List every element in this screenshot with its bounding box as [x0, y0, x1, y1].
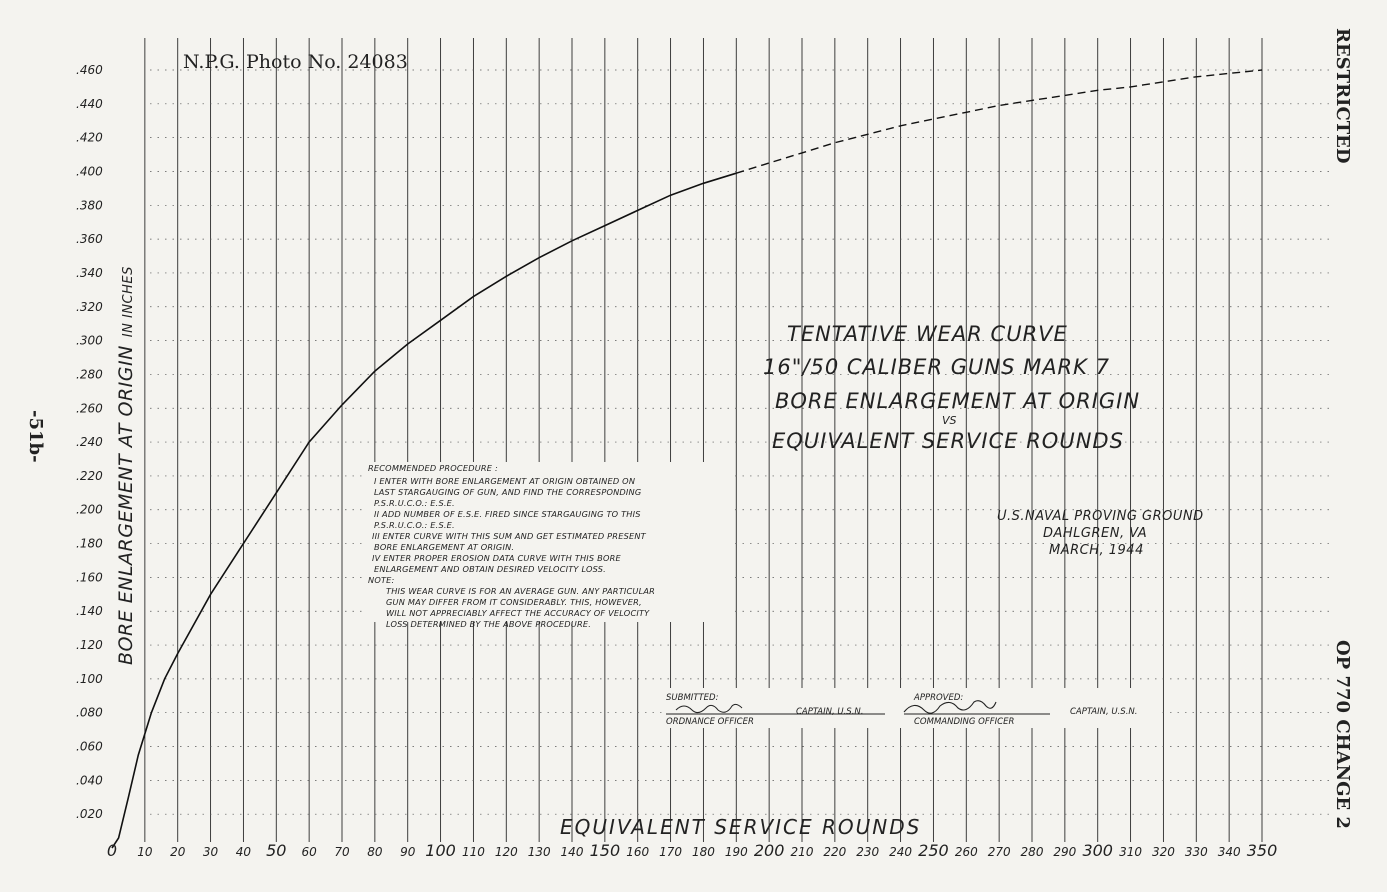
y-tick-label: .340: [76, 265, 103, 280]
y-tick-label: .300: [76, 333, 103, 348]
x-tick-label: 120: [494, 845, 518, 859]
procedure-line-4: II ADD NUMBER OF E.S.E. FIRED SINCE STARGAUGING TO THIS: [374, 509, 641, 519]
y-tick-label: .320: [76, 299, 103, 314]
x-tick-label: 170: [659, 845, 683, 859]
x-tick-label: 320: [1151, 845, 1175, 859]
procedure-block: [362, 462, 734, 629]
x-tick-label: 160: [626, 845, 650, 859]
x-tick-label: 140: [560, 845, 584, 859]
x-tick-label: 200: [753, 841, 785, 860]
x-tick-label: 250: [918, 841, 949, 860]
y-tick-label: .460: [76, 63, 103, 77]
title-line-2: 16"/50 CALIBER GUNS MARK 7: [763, 355, 1110, 379]
approved-label: APPROVED:: [914, 693, 964, 703]
procedure-line-7: BORE ENLARGEMENT AT ORIGIN.: [374, 542, 515, 552]
y-tick-label: .080: [76, 705, 103, 720]
x-tick-label: 230: [856, 845, 880, 859]
y-tick-label: .380: [76, 198, 103, 213]
y-tick-label: .040: [76, 773, 103, 788]
procedure-line-1: I ENTER WITH BORE ENLARGEMENT AT ORIGIN OBTAINED ON: [374, 476, 636, 486]
restricted-stamp: RESTRICTED: [1332, 28, 1353, 164]
photo-number: N.P.G. Photo No. 24083: [183, 51, 408, 73]
y-tick-label: .060: [76, 739, 103, 754]
y-tick-label: .280: [76, 367, 103, 382]
note-line-1: THIS WEAR CURVE IS FOR AN AVERAGE GUN. ANY PARTICULAR: [386, 586, 656, 596]
procedure-line-3: P.S.R.U.C.O.: E.S.E.: [374, 498, 455, 508]
title-line-1: TENTATIVE WEAR CURVE: [787, 322, 1068, 346]
y-tick-label: .140: [76, 604, 103, 619]
x-tick-label: 300: [1082, 841, 1113, 860]
signature-block: [662, 688, 1162, 728]
x-tick-label: 180: [691, 845, 715, 859]
x-tick-label: 70: [334, 845, 350, 859]
x-tick-label: 0: [106, 841, 118, 860]
procedure-line-8: IV ENTER PROPER EROSION DATA CURVE WITH THIS BORE: [372, 553, 621, 563]
chart-title: [763, 322, 1140, 453]
x-tick-label: 220: [823, 845, 847, 859]
x-axis-label: EQUIVALENT SERVICE ROUNDS: [560, 815, 922, 839]
x-tick-label: 40: [235, 845, 252, 859]
y-tick-label: .120: [76, 638, 103, 653]
approved-role: COMMANDING OFFICER: [914, 717, 1015, 727]
x-tick-label: 340: [1217, 845, 1241, 859]
x-tick-label: 210: [790, 845, 814, 859]
y-tick-label: .180: [76, 536, 103, 551]
note-line-4: LOSS DETERMINED BY THE ABOVE PROCEDURE.: [386, 619, 592, 629]
x-tick-label: 110: [461, 845, 485, 859]
curve-layer: [112, 70, 1262, 848]
y-axis-ticks: [76, 63, 103, 821]
note-line-3: WILL NOT APPRECIABLY AFFECT THE ACCURACY OF VELOCITY: [386, 608, 650, 618]
y-tick-label: .100: [76, 671, 103, 686]
title-line-4: EQUIVALENT SERVICE ROUNDS: [772, 429, 1124, 453]
op-change-label: OP 770 CHANGE 2: [1332, 640, 1353, 829]
y-axis-label: [115, 266, 137, 665]
submitted-role: ORDNANCE OFFICER: [666, 717, 754, 727]
x-axis-ticks: [107, 841, 1277, 860]
y-tick-label: .240: [76, 435, 103, 450]
y-tick-label: .420: [76, 130, 103, 145]
submitted-rank: CAPTAIN, U.S.N.: [796, 707, 864, 717]
x-tick-label: 30: [202, 845, 219, 859]
x-tick-label: 310: [1119, 845, 1143, 859]
y-tick-label: .440: [76, 96, 103, 111]
note-heading: NOTE:: [368, 575, 395, 585]
y-tick-label: .160: [76, 570, 103, 585]
title-line-3: BORE ENLARGEMENT AT ORIGIN: [775, 389, 1141, 413]
x-tick-label: 50: [266, 841, 287, 860]
submitted-label: SUBMITTED:: [666, 693, 719, 703]
x-tick-label: 260: [954, 845, 978, 859]
y-tick-label: .220: [76, 468, 103, 483]
x-tick-label: 20: [170, 845, 186, 859]
title-vs: VS: [942, 414, 957, 427]
x-tick-label: 80: [367, 845, 383, 859]
y-axis-label-main: BORE ENLARGEMENT AT ORIGIN: [115, 345, 137, 665]
procedure-line-5: P.S.R.U.C.O.: E.S.E.: [374, 520, 455, 530]
x-tick-label: 130: [527, 845, 551, 859]
x-tick-label: 60: [301, 845, 317, 859]
org-line-3: MARCH, 1944: [1049, 543, 1144, 558]
x-tick-label: 270: [987, 845, 1011, 859]
approved-rank: CAPTAIN, U.S.N.: [1070, 707, 1138, 717]
x-tick-label: 10: [137, 845, 153, 859]
x-tick-label: 90: [400, 845, 416, 859]
y-tick-label: .260: [76, 401, 103, 416]
org-line-2: DAHLGREN, VA: [1043, 526, 1148, 541]
organization-block: [997, 509, 1204, 558]
y-tick-label: .360: [76, 232, 103, 247]
procedure-line-2: LAST STARGAUGING OF GUN, AND FIND THE CORRESPONDING: [374, 487, 642, 497]
page-number: -51b-: [25, 410, 46, 463]
x-tick-label: 100: [425, 841, 456, 860]
note-line-2: GUN MAY DIFFER FROM IT CONSIDERABLY. THIS, HOWEVER,: [386, 597, 642, 607]
org-line-1: U.S.NAVAL PROVING GROUND: [997, 509, 1204, 524]
x-tick-label: 190: [724, 845, 748, 859]
x-tick-label: 330: [1184, 845, 1208, 859]
procedure-line-6: III ENTER CURVE WITH THIS SUM AND GET ESTIMATED PRESENT: [372, 531, 646, 541]
y-axis-label-units: IN INCHES: [121, 266, 136, 338]
x-tick-label: 240: [889, 845, 913, 859]
x-tick-label: 280: [1020, 845, 1044, 859]
y-tick-label: .400: [76, 164, 103, 179]
y-tick-label: .200: [76, 502, 103, 517]
x-tick-label: 290: [1053, 845, 1077, 859]
procedure-line-9: ENLARGEMENT AND OBTAIN DESIRED VELOCITY LOSS.: [374, 564, 606, 574]
procedure-heading: RECOMMENDED PROCEDURE :: [368, 463, 498, 473]
x-tick-label: 350: [1246, 841, 1278, 860]
y-tick-label: .020: [76, 807, 103, 822]
x-tick-label: 150: [589, 841, 621, 860]
